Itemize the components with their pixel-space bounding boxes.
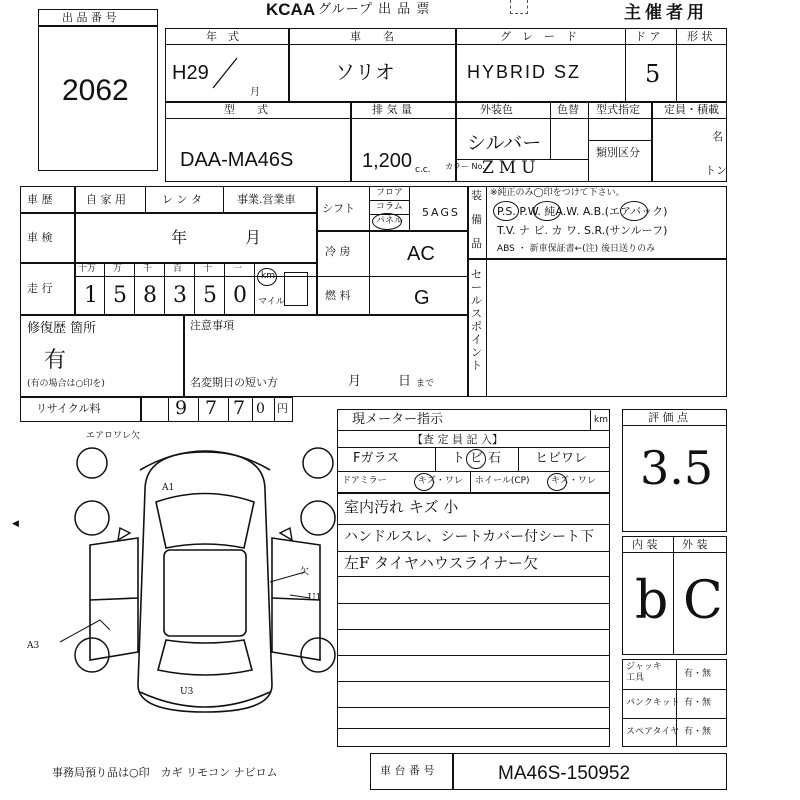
equipment-row-3: ABS ・ 新車保証書←(注) 後日送りのみ <box>497 244 656 254</box>
ab-circle-mark <box>620 201 648 221</box>
interior-value: b <box>635 571 669 631</box>
caution-label: 注意事項 <box>190 319 234 332</box>
transfer-label: 名変期日の短い方 <box>190 376 278 389</box>
mileage-mile-unit: マイル <box>258 297 285 307</box>
mileage-digit: 8 <box>143 283 157 308</box>
glass-opt-to: ト <box>452 451 466 466</box>
glass-opt-stone: 石 <box>488 451 502 466</box>
year-value: H29 <box>172 62 209 84</box>
jack-options: 有・無 <box>684 669 712 679</box>
chassis-label: 車 台 番 号 <box>380 764 435 777</box>
exterior-label: 外 装 <box>682 538 708 551</box>
kcaa-logo: KCAA <box>266 0 316 19</box>
mileage-unit-10k: 万 <box>113 264 123 274</box>
inspection-month-unit: 月 <box>245 228 262 247</box>
puncture-kit-label: パンクキット <box>626 698 680 708</box>
grade-label: グ レ ー ド <box>500 30 577 43</box>
inspection-year-unit: 年 <box>171 228 188 247</box>
year-label: 年 式 <box>206 30 239 43</box>
color-no-label: カラー No. <box>445 162 485 171</box>
glass-opt-crack: ヒビワレ <box>535 451 588 466</box>
diagram-mark-missing: 欠 <box>300 567 310 577</box>
repair-note: (有の場合は○印を) <box>27 379 105 389</box>
car-name-value: ソリオ <box>335 62 395 84</box>
equipment-row-1: P.S. P.W. 純A.W. A.B.(エアバック) <box>497 205 668 218</box>
history-rental: レ ン タ <box>162 193 202 206</box>
capacity-unit-people: 名 <box>712 130 723 143</box>
shift-label: シフト <box>322 202 355 215</box>
transfer-day: 日 <box>398 374 412 389</box>
recycle-digit: 0 <box>256 401 265 417</box>
displacement-value: 1,200 <box>362 150 413 172</box>
color-label: 外装色 <box>480 103 513 116</box>
equipment-label-3: 品 <box>471 237 482 250</box>
fuel-label: 燃 料 <box>325 289 351 302</box>
doors-value: 5 <box>645 60 661 88</box>
score-value: 3.5 <box>640 441 714 495</box>
model-label: 型 式 <box>224 103 268 116</box>
color-change-label: 色替 <box>557 103 579 116</box>
mileage-digit: 5 <box>113 283 127 308</box>
recycle-digit: 9 <box>175 397 188 419</box>
repair-label: 修復歴 箇所 <box>27 321 97 336</box>
capacity-label: 定員・積載 <box>664 103 719 116</box>
recycle-digit: 7 <box>205 397 218 419</box>
history-business: 事業.営業車 <box>237 193 296 206</box>
pw-circle-mark <box>533 201 561 221</box>
color-no-value: ZMU <box>482 158 541 178</box>
recycle-digit: 7 <box>233 397 246 419</box>
glass-opt-bi: ビ <box>470 451 484 466</box>
mileage-digit: 1 <box>84 283 98 308</box>
mirror-opt: キズ・ワレ <box>418 476 463 486</box>
interior-label: 内 装 <box>632 538 658 551</box>
equipment-label-1: 装 <box>471 189 482 202</box>
glass-bi-circle <box>466 449 486 469</box>
shift-floor: フロア <box>376 188 404 198</box>
displacement-unit: c.c. <box>415 165 431 175</box>
fuel-value: G <box>414 287 430 309</box>
spare-tire-label: スペアタイヤ <box>626 727 680 737</box>
grade-value: HYBRID SZ <box>467 62 582 82</box>
shift-value: 5AGS <box>422 206 460 219</box>
repair-value: 有 <box>44 348 67 373</box>
history-private: 自 家 用 <box>86 193 126 206</box>
chassis-value: MA46S-150952 <box>498 763 631 784</box>
diagram-mark-a3: A3 <box>27 641 40 651</box>
mileage-unit-1: 一 <box>233 264 243 274</box>
lot-number-label: 出 品 番 号 <box>62 11 117 24</box>
left-edge-mark: ◀ <box>12 519 19 529</box>
shift-column: コラム <box>376 202 403 212</box>
header-box-mark <box>510 0 528 14</box>
exterior-value: C <box>683 571 723 631</box>
mirror-scratch-circle <box>414 473 434 491</box>
mileage-unit-1k: 千 <box>143 264 153 274</box>
transfer-suffix: まで <box>416 379 435 389</box>
history-label: 車 歴 <box>27 193 53 206</box>
sales-point-label: セ ー ル ス ポ イ ン ト <box>471 268 482 372</box>
displacement-label: 排 気 量 <box>372 103 412 116</box>
meter-unit: km <box>594 415 608 425</box>
recycle-unit: 円 <box>277 402 288 415</box>
equipment-label-2: 備 <box>471 213 482 226</box>
puncture-kit-options: 有・無 <box>684 698 712 708</box>
car-name-label: 車 名 <box>350 30 394 43</box>
lot-number-value: 2062 <box>62 74 129 107</box>
mirror-label: ドアミラー <box>342 476 387 486</box>
wheel-opt: キズ・ワレ <box>551 476 596 486</box>
type-spec-label: 型式指定 <box>596 103 640 116</box>
ps-circle-mark <box>493 201 519 221</box>
equipment-note: ※純正のみ◯印をつけて下さい。 <box>490 188 625 198</box>
spare-tire-options: 有・無 <box>684 727 712 737</box>
mileage-label: 走 行 <box>27 282 53 295</box>
inspector-note: ハンドルスレ、シートカバー付シート下 <box>344 529 595 545</box>
wheel-scratch-circle <box>547 473 567 491</box>
score-label: 評 価 点 <box>648 411 688 424</box>
transfer-month: 月 <box>348 374 362 389</box>
glass-label: Fガラス <box>353 451 400 466</box>
diagram-mark-u3: U3 <box>180 687 194 697</box>
ac-value: AC <box>407 243 435 265</box>
diagram-leader-lines <box>20 560 340 660</box>
diagram-mark-a1: A1 <box>162 483 175 493</box>
mileage-digit: 3 <box>173 283 187 308</box>
inspector-header: 【査 定 員 記 入】 <box>412 433 503 446</box>
diagram-mark-aero: エアロワレ欠 <box>86 431 141 441</box>
year-month-suffix: 月 <box>250 87 260 98</box>
shift-panel: パネル <box>376 216 404 226</box>
organizer-label: 主催者用 <box>624 3 708 23</box>
recycle-label: リサイクル料 <box>36 402 101 415</box>
mileage-unit-100k: 十万 <box>78 264 97 274</box>
capacity-unit-ton: トン <box>705 164 727 177</box>
footer-note: 事務局預り品は○印 カギ リモコン ナビロム <box>52 766 278 779</box>
equipment-row-2: T.V. ナ ビ. カ ワ. S.R.(サンルーフ) <box>497 224 668 237</box>
mileage-unit-100: 百 <box>173 264 183 274</box>
ac-label: 冷 房 <box>325 245 351 258</box>
jack-label: ジャッキ 工具 <box>626 662 662 683</box>
diagram-mark-u1: U1 <box>308 593 322 603</box>
mileage-digit: 5 <box>203 283 217 308</box>
mileage-unit-10: 十 <box>203 264 213 274</box>
mileage-km-unit: km <box>261 271 275 281</box>
inspector-note: 左F タイヤハウスライナー欠 <box>344 554 538 572</box>
wheel-label: ホイール(CP) <box>475 476 530 486</box>
year-slash-mark <box>205 52 245 92</box>
sheet-title: グループ 出 品 票 <box>318 2 431 17</box>
meter-label: 現メーター指示 <box>352 412 444 427</box>
inspection-label: 車 検 <box>27 231 53 244</box>
class-label: 類別区分 <box>596 146 640 159</box>
shape-label: 形 状 <box>687 30 713 43</box>
inspector-note: 室内汚れ キズ 小 <box>344 498 459 516</box>
mileage-digit: 0 <box>233 283 247 308</box>
shift-panel-circle <box>372 213 402 230</box>
color-value: シルバー <box>467 132 542 154</box>
doors-label: ド ア <box>635 30 661 43</box>
model-value: DAA-MA46S <box>180 149 294 171</box>
mileage-check-box <box>284 272 308 306</box>
